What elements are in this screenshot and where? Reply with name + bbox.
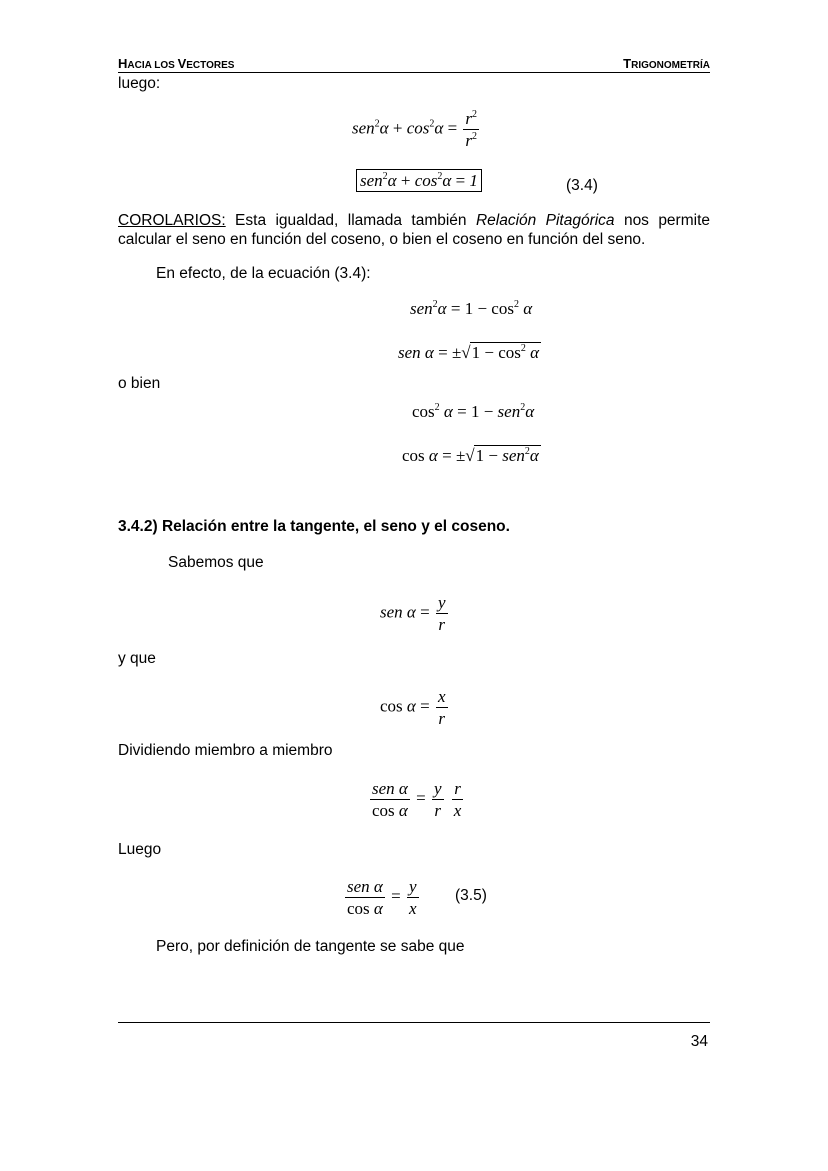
paragraph-o-bien: o bien — [118, 375, 161, 392]
paragraph-y-que: y que — [118, 650, 156, 667]
paragraph-sabemos-que: Sabemos que — [168, 554, 264, 571]
corolarios-line-2: calcular el seno en función del coseno, o bien el coseno en función del seno. — [118, 231, 646, 248]
relacion-pitagorica-term: Relación Pitagórica — [475, 212, 615, 229]
paragraph-en-efecto: En efecto, de la ecuación (3.4): — [156, 265, 371, 282]
corolarios-label: COROLARIOS: — [118, 212, 226, 229]
footer-rule — [118, 1022, 710, 1023]
running-header-left: HACIA LOS VECTORES — [118, 56, 235, 71]
paragraph-luego: Luego — [118, 841, 162, 858]
equation-sen-squared: $sen^2\alpha = 1 - \cos^2 \alpha$ — [410, 299, 533, 318]
corolarios-line-1: COROLARIOS: Esta igualdad, llamada también Relación Pitagórica nos permite — [118, 212, 710, 229]
section-heading-3-4-2: 3.4.2) Relación entre la tangente, el seno y el coseno. — [118, 518, 510, 535]
equation-pythagorean-identity-boxed: $sen^2\alpha + \cos^2\alpha = 1$ — [356, 172, 482, 189]
equation-sen-alpha-root: sen $\alpha = \pm√1 - \cos^2 \alpha$ — [398, 343, 540, 362]
paragraph-dividiendo: Dividiendo miembro a miembro — [118, 742, 333, 759]
paragraph-pero: Pero, por definición de tangente se sabe que — [156, 938, 465, 955]
equation-sen-alpha-definition: sen α = $\frac{y}{r}$ — [380, 593, 446, 635]
running-header-right: TRIGONOMETRÍA — [623, 56, 710, 71]
equation-cos-squared: $\cos^2 \alpha = 1 - sen^2\alpha$ — [412, 402, 535, 421]
equation-cos-alpha-definition: cos α = $\frac{x}{r}$ — [380, 687, 446, 729]
equation-number-3-5: (3.5) — [455, 887, 487, 904]
equation-quotient-division: $\frac{\text{sen α}}{\text{cos α}}$ = $\frac{y}{r}$ $\frac{r}{x}$ — [372, 779, 462, 821]
equation-quotient-result: $\frac{\text{sen α}}{\text{cos α}}$ = $\frac{y}{x}$ — [347, 877, 417, 919]
header-rule — [118, 72, 710, 73]
equation-number-3-4: (3.4) — [566, 177, 598, 194]
page-number: 34 — [690, 1033, 708, 1050]
equation-cos-alpha-root: cos α = ±√1 − sen$^2$α — [402, 446, 539, 465]
paragraph-luego-colon: luego: — [118, 75, 161, 92]
equation-pythagorean-ratio: $sen^2\alpha + \cos^2\alpha$ = $\frac{r^2}{r^2}$ — [352, 109, 478, 151]
